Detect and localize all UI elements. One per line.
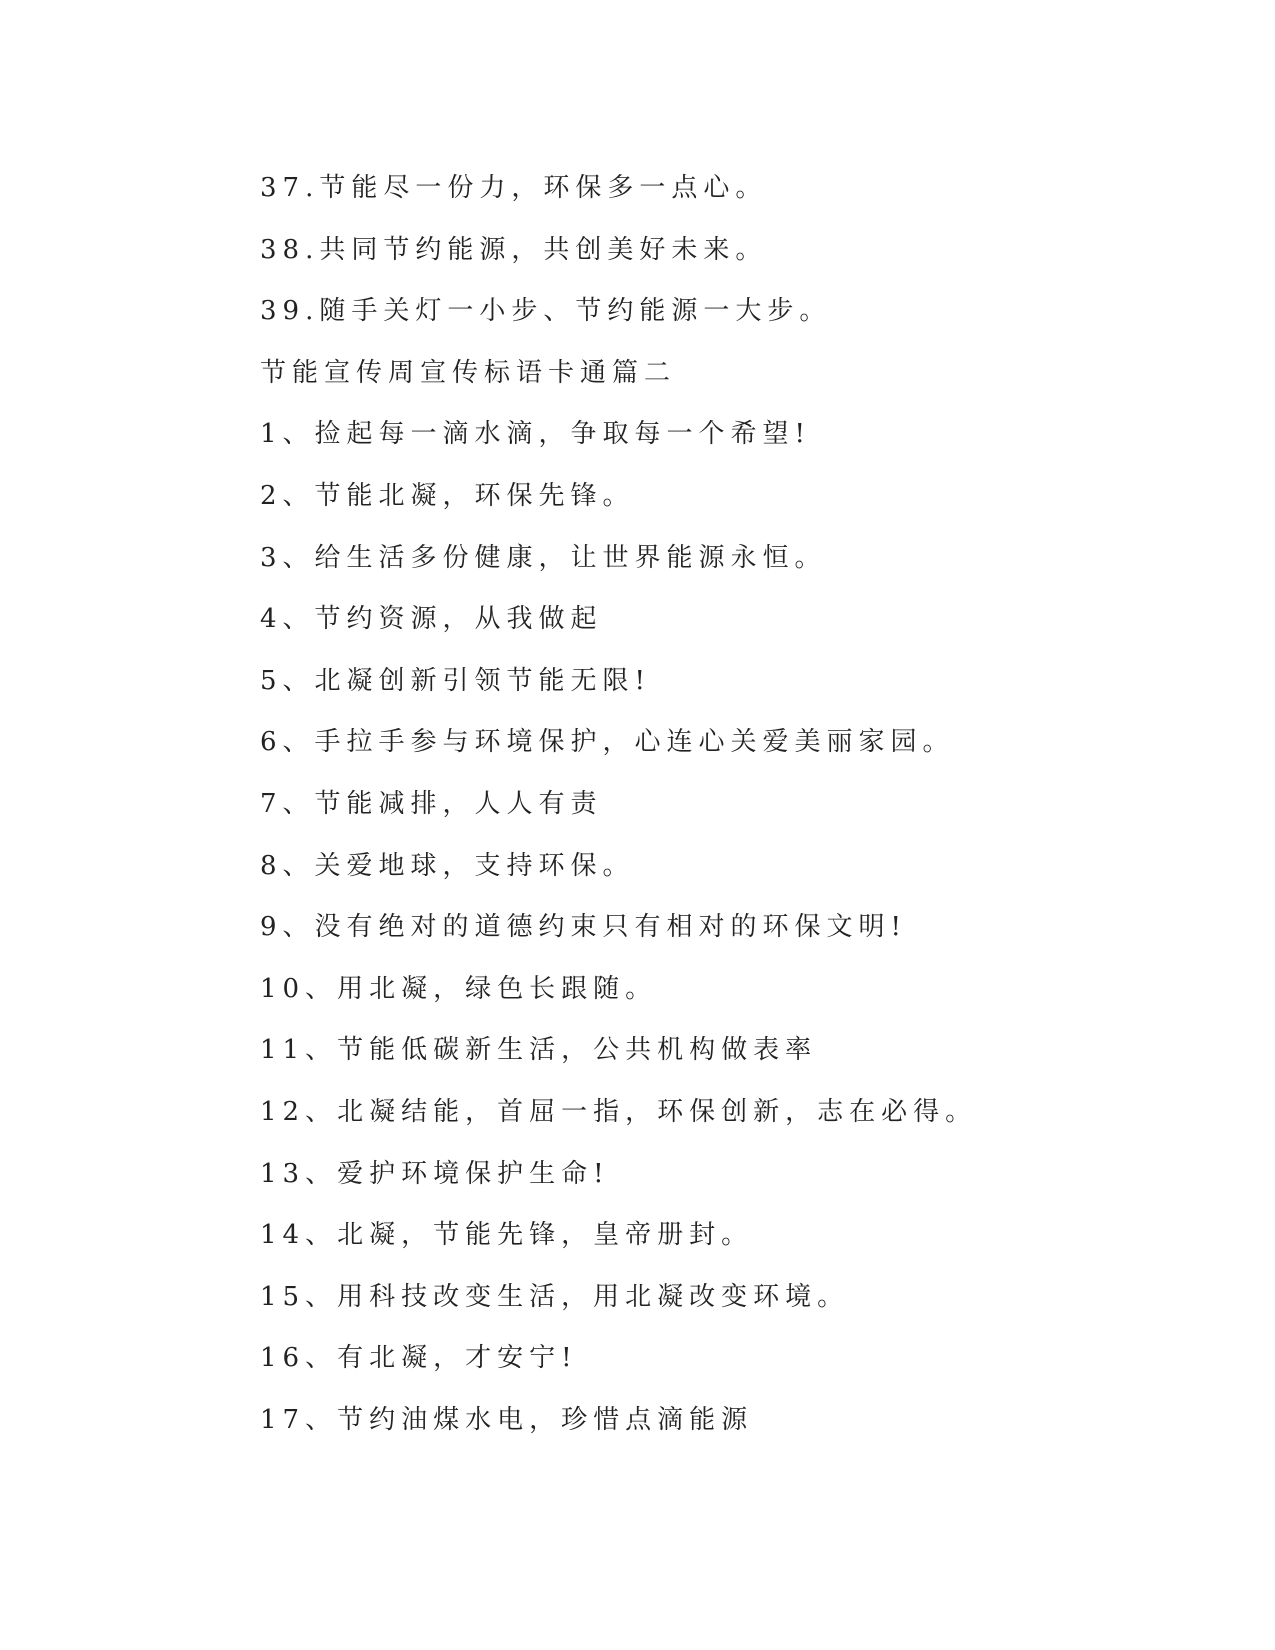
slogan-line: 1、捡起每一滴水滴，争取每一个希望! [260, 419, 811, 450]
slogan-line: 15、用科技改变生活，用北凝改变环境。 [260, 1281, 850, 1312]
document-body [260, 168, 1160, 1461]
slogan-line: 8、关爱地球，支持环保。 [260, 850, 635, 881]
slogan-line: 16、有北凝，才安宁! [260, 1343, 578, 1374]
section-heading: 节能宣传周宣传标语卡通篇二 [260, 357, 677, 388]
slogan-line: 39.随手关灯一小步、节约能源一大步。 [260, 296, 832, 327]
slogan-line: 10、用北凝，绿色长跟随。 [260, 973, 658, 1004]
slogan-line: 6、手拉手参与环境保护，心连心关爱美丽家园。 [260, 727, 955, 758]
slogan-line: 3、给生活多份健康，让世界能源永恒。 [260, 542, 827, 573]
slogan-line: 12、北凝结能，首屈一指，环保创新，志在必得。 [260, 1096, 978, 1127]
slogan-line: 2、节能北凝，环保先锋。 [260, 480, 635, 511]
slogan-line: 4、节约资源，从我做起 [260, 604, 603, 635]
slogan-line: 14、北凝，节能先锋，皇帝册封。 [260, 1220, 754, 1251]
slogan-line: 17、节约油煤水电，珍惜点滴能源 [260, 1404, 754, 1435]
slogan-line: 13、爱护环境保护生命! [260, 1158, 610, 1189]
slogan-line: 38.共同节约能源，共创美好未来。 [260, 234, 768, 265]
slogan-line: 37.节能尽一份力，环保多一点心。 [260, 173, 768, 203]
slogan-line: 7、节能减排，人人有责 [260, 788, 603, 819]
slogan-line: 9、没有绝对的道德约束只有相对的环保文明! [260, 912, 907, 943]
slogan-line: 11、节能低碳新生活，公共机构做表率 [260, 1035, 818, 1066]
slogan-line: 5、北凝创新引领节能无限! [260, 665, 651, 696]
